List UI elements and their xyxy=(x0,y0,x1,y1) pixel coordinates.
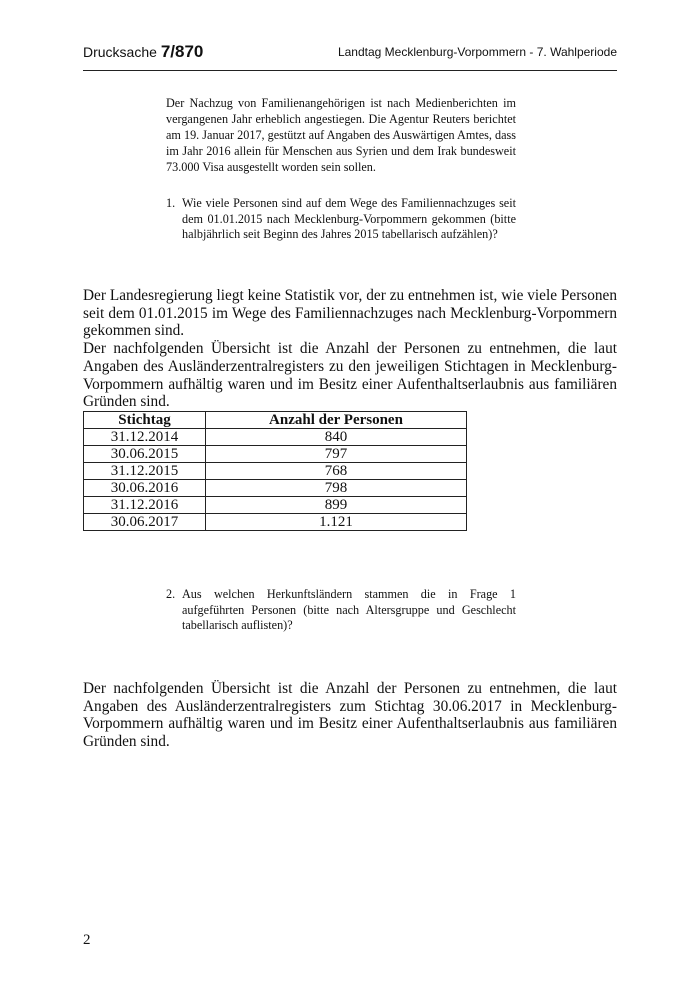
page-number: 2 xyxy=(83,932,91,948)
drucksache-label: Drucksache xyxy=(83,44,157,60)
table-row xyxy=(84,446,467,463)
table-cell-date: 30.06.2016 xyxy=(84,480,206,497)
question-2-text: Aus welchen Herkunftsländern stammen die in Frage 1 aufgeführten Personen (bitte nach Altersgruppe und Geschlecht tabellarisch auflisten)? xyxy=(182,587,516,632)
table-cell-date: 31.12.2016 xyxy=(84,497,206,514)
question-2 xyxy=(166,587,516,634)
table-cell-count: 899 xyxy=(206,497,467,514)
answer-1 xyxy=(83,287,617,411)
table-row xyxy=(84,497,467,514)
question-2-number: 2. xyxy=(166,587,176,601)
table-cell-count: 1.121 xyxy=(206,514,467,531)
table-cell-date: 30.06.2017 xyxy=(84,514,206,531)
table-cell-count: 797 xyxy=(206,446,467,463)
table-row xyxy=(84,514,467,531)
table-cell-date: 31.12.2015 xyxy=(84,463,206,480)
intro-paragraph: Der Nachzug von Familienangehörigen ist nach Medienberichten im vergangenen Jahr erheblich angestiegen. Die Agentur Reuters berichtet am 19. Januar 2017, gestützt auf Angaben des Auswärtigen Amtes, dass im Jahr 2016 allein für Menschen aus Syrien und dem Irak bundesweit 73.000 Visa ausgestellt worden sein sollen. xyxy=(166,96,516,174)
question-1-text: Wie viele Personen sind auf dem Wege des Familiennachzuges seit dem 01.01.2015 nach Mecklenburg-Vorpommern gekommen (bitte halbjährlich seit Beginn des Jahres 2015 tabellarisch aufzählen)? xyxy=(182,196,516,241)
column-header-anzahl: Anzahl der Personen xyxy=(206,412,467,429)
table-row xyxy=(84,463,467,480)
drucksache-number: 7/870 xyxy=(160,42,204,61)
table-cell-count: 798 xyxy=(206,480,467,497)
table-cell-date: 30.06.2015 xyxy=(84,446,206,463)
document-number xyxy=(83,42,203,62)
parliament-title: Landtag Mecklenburg-Vorpommern - 7. Wahlperiode xyxy=(337,45,617,59)
table-row xyxy=(84,480,467,497)
question-1 xyxy=(166,196,516,243)
answer-2: Der nachfolgenden Übersicht ist die Anzahl der Personen zu entnehmen, die laut Angaben des Ausländerzentralregisters zum Stichtag 30.06.2017 in Mecklenburg-Vorpommern aufhältig waren und im Besitz einer Aufenthaltserlaubnis aus familiären Gründen sind. xyxy=(83,680,617,751)
answer-1-paragraph-1: Der Landesregierung liegt keine Statistik vor, der zu entnehmen ist, wie viele Personen seit dem 01.01.2015 im Wege des Familiennachzuges nach Mecklenburg-Vorpommern gekommen sind. xyxy=(83,287,617,340)
table-cell-count: 840 xyxy=(206,429,467,446)
table-cell-count: 768 xyxy=(206,463,467,480)
table-cell-date: 31.12.2014 xyxy=(84,429,206,446)
column-header-stichtag: Stichtag xyxy=(84,412,206,429)
answer-1-paragraph-2: Der nachfolgenden Übersicht ist die Anzahl der Personen zu entnehmen, die laut Angaben des Ausländerzentralregisters zu den jeweiligen Stichtagen in Mecklenburg-Vorpommern aufhältig waren und im Besitz einer Aufenthaltserlaubnis aus familiären Gründen sind. xyxy=(83,340,617,411)
table-header-row xyxy=(84,412,467,429)
table-row xyxy=(84,429,467,446)
header-divider xyxy=(83,70,617,71)
question-1-number: 1. xyxy=(166,196,176,210)
statistics-table xyxy=(83,411,467,531)
